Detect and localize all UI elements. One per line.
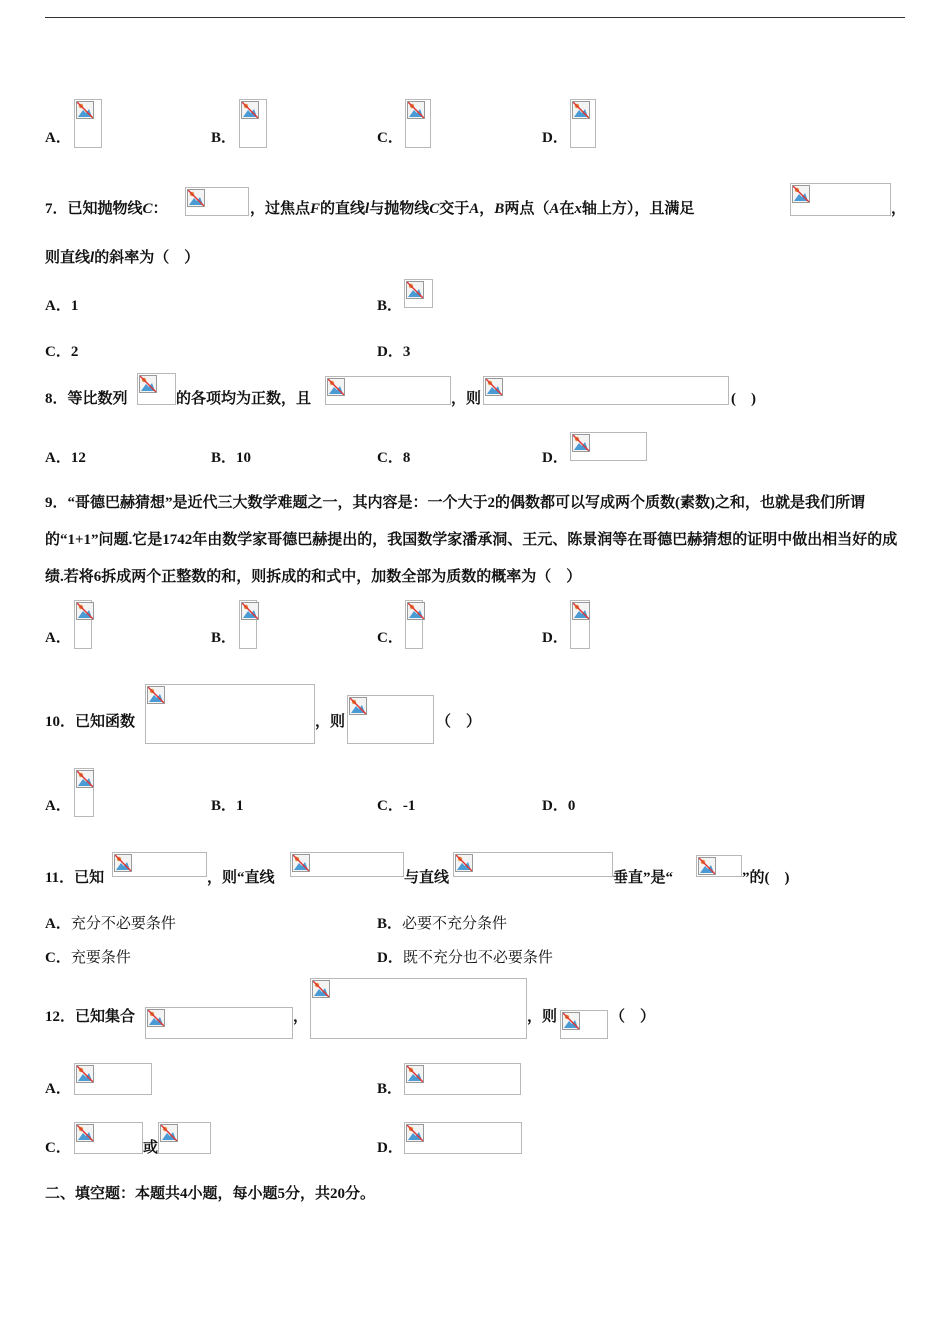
q7-option-b-label: B． bbox=[377, 298, 403, 314]
broken-image-icon bbox=[485, 378, 503, 396]
q10-option-c: C．-1 bbox=[377, 798, 416, 814]
q10-stem-1: 10．已知函数 bbox=[45, 714, 136, 730]
q8-option-a: A．12 bbox=[45, 450, 86, 466]
q11-stem-3: 与直线 bbox=[404, 870, 450, 886]
broken-image-icon bbox=[76, 1124, 94, 1142]
broken-image-icon bbox=[562, 1012, 580, 1030]
q7-stem-line2: 则直线l的斜率为（ ） bbox=[45, 250, 200, 266]
q11-line2-image bbox=[453, 852, 613, 877]
q6-option-a-label: A． bbox=[45, 130, 71, 146]
broken-image-icon bbox=[160, 1124, 178, 1142]
broken-image-icon bbox=[187, 189, 205, 207]
broken-image-icon bbox=[147, 686, 165, 704]
q12-option-c-or: 或 bbox=[143, 1140, 159, 1156]
q11-option-b: B．必要不充分条件 bbox=[377, 916, 508, 932]
q10-expression-image bbox=[347, 695, 434, 744]
broken-image-icon bbox=[241, 101, 259, 119]
broken-image-icon bbox=[327, 378, 345, 396]
q11-option-d: D．既不充分也不必要条件 bbox=[377, 950, 553, 966]
q11-condition-image bbox=[112, 852, 207, 877]
broken-image-icon bbox=[406, 281, 424, 299]
q11-value-image bbox=[696, 855, 742, 877]
q9-option-c-image bbox=[405, 600, 423, 649]
q11-stem-1: 11．已知 bbox=[45, 870, 105, 886]
q8-stem-3: ，则 bbox=[451, 391, 482, 407]
broken-image-icon bbox=[76, 602, 94, 620]
q6-option-b-label: B． bbox=[211, 130, 237, 146]
q6-option-c-label: C． bbox=[377, 130, 403, 146]
broken-image-icon bbox=[698, 857, 716, 875]
q6-option-b-image bbox=[239, 99, 267, 148]
q7-stem-end: ， bbox=[891, 201, 907, 217]
q7-stem-2: ，过焦点F的直线l与抛物线C交于A，B两点（A在x轴上方），且满足 bbox=[250, 201, 695, 217]
q12-option-a-label: A． bbox=[45, 1081, 71, 1097]
q8-option-d-label: D． bbox=[542, 450, 568, 466]
q11-stem-end: ”的( ) bbox=[742, 870, 790, 886]
q8-stem-2: 的各项均为正数，且 bbox=[176, 391, 312, 407]
q7-option-d: D．3 bbox=[377, 344, 411, 360]
q12-option-c-image-2 bbox=[158, 1122, 211, 1154]
broken-image-icon bbox=[572, 434, 590, 452]
q12-option-c-label: C． bbox=[45, 1140, 71, 1156]
broken-image-icon bbox=[572, 101, 590, 119]
broken-image-icon bbox=[407, 101, 425, 119]
broken-image-icon bbox=[406, 1124, 424, 1142]
q9-stem: 9．“哥德巴赫猜想”是近代三大数学难题之一，其内容是：一个大于2的偶数都可以写成两个质数(素数)之和，也就是我们所谓的“1+1”问题.它是1742年由数学家哥德巴赫提出的，我国数学家潘承洞、王元、陈景润等在哥德巴赫猜想的证明中做出相当好的成绩.若将6拆成两个正整数的和，则拆成的和式中，加数全部为质数的概率为（ ） bbox=[45, 495, 898, 585]
q8-stem-1: 8．等比数列 bbox=[45, 391, 128, 407]
q12-option-d-image bbox=[404, 1122, 522, 1154]
q8-expression-image bbox=[483, 376, 729, 405]
q12-set-a-image bbox=[145, 1007, 293, 1039]
q10-option-d: D．0 bbox=[542, 798, 576, 814]
q11-stem-4: 垂直”是“ bbox=[613, 870, 674, 886]
q8-stem-end: ( ) bbox=[731, 391, 756, 407]
q12-stem-1: 12．已知集合 bbox=[45, 1009, 136, 1025]
q12-expression-image bbox=[560, 1010, 608, 1039]
q6-option-d-label: D． bbox=[542, 130, 568, 146]
q9-option-d-label: D． bbox=[542, 630, 568, 646]
broken-image-icon bbox=[241, 602, 259, 620]
broken-image-icon bbox=[76, 1065, 94, 1083]
q12-option-b-image bbox=[404, 1063, 521, 1095]
broken-image-icon bbox=[76, 101, 94, 119]
q8-option-c: C．8 bbox=[377, 450, 411, 466]
q10-option-a-label: A． bbox=[45, 798, 71, 814]
broken-image-icon bbox=[139, 375, 157, 393]
q9-option-a-label: A． bbox=[45, 630, 71, 646]
q7-option-c: C．2 bbox=[45, 344, 79, 360]
q9-option-a-image bbox=[74, 600, 92, 649]
q9-option-b-image bbox=[239, 600, 257, 649]
header-rule bbox=[45, 17, 905, 18]
broken-image-icon bbox=[455, 854, 473, 872]
q7-stem-1: 7．已知抛物线C： bbox=[45, 201, 168, 217]
q8-sequence-image bbox=[137, 373, 176, 405]
q12-option-c-image-1 bbox=[74, 1122, 143, 1154]
broken-image-icon bbox=[572, 602, 590, 620]
q12-stem-2: ， bbox=[293, 1009, 309, 1025]
broken-image-icon bbox=[407, 602, 425, 620]
q9-option-b-label: B． bbox=[211, 630, 237, 646]
q12-option-d-label: D． bbox=[377, 1140, 403, 1156]
broken-image-icon bbox=[792, 185, 810, 203]
q6-option-a-image bbox=[74, 99, 102, 148]
q8-condition-image bbox=[325, 376, 451, 405]
section-2-title: 二、填空题：本题共4小题，每小题5分，共20分。 bbox=[45, 1186, 376, 1202]
q11-line1-image bbox=[290, 852, 404, 877]
q7-option-a: A．1 bbox=[45, 298, 79, 314]
q12-option-b-label: B． bbox=[377, 1081, 403, 1097]
q6-option-d-image bbox=[570, 99, 596, 148]
q11-stem-2: ，则“直线 bbox=[207, 870, 275, 886]
broken-image-icon bbox=[114, 854, 132, 872]
broken-image-icon bbox=[349, 697, 367, 715]
q10-stem-end: （ ） bbox=[436, 714, 482, 730]
q12-stem-3: ，则 bbox=[527, 1009, 558, 1025]
q8-option-d-image bbox=[570, 432, 647, 461]
q7-condition-image bbox=[790, 183, 891, 216]
q9-option-d-image bbox=[570, 600, 590, 649]
q10-option-a-image bbox=[74, 768, 94, 817]
broken-image-icon bbox=[147, 1009, 165, 1027]
q10-option-b: B．1 bbox=[211, 798, 244, 814]
q12-stem-end: （ ） bbox=[610, 1009, 656, 1025]
q11-option-a: A．充分不必要条件 bbox=[45, 916, 176, 932]
broken-image-icon bbox=[76, 770, 94, 788]
q9-option-c-label: C． bbox=[377, 630, 403, 646]
q12-option-a-image bbox=[74, 1063, 152, 1095]
q12-set-b-image bbox=[310, 978, 527, 1039]
q11-option-c: C．充要条件 bbox=[45, 950, 131, 966]
q7-parabola-equation-image bbox=[185, 187, 249, 216]
q7-option-b-image bbox=[404, 279, 433, 308]
q10-function-image bbox=[145, 684, 315, 744]
q6-option-c-image bbox=[405, 99, 431, 148]
q10-stem-2: ，则 bbox=[315, 714, 346, 730]
broken-image-icon bbox=[292, 854, 310, 872]
q8-option-b: B．10 bbox=[211, 450, 252, 466]
broken-image-icon bbox=[312, 980, 330, 998]
broken-image-icon bbox=[406, 1065, 424, 1083]
